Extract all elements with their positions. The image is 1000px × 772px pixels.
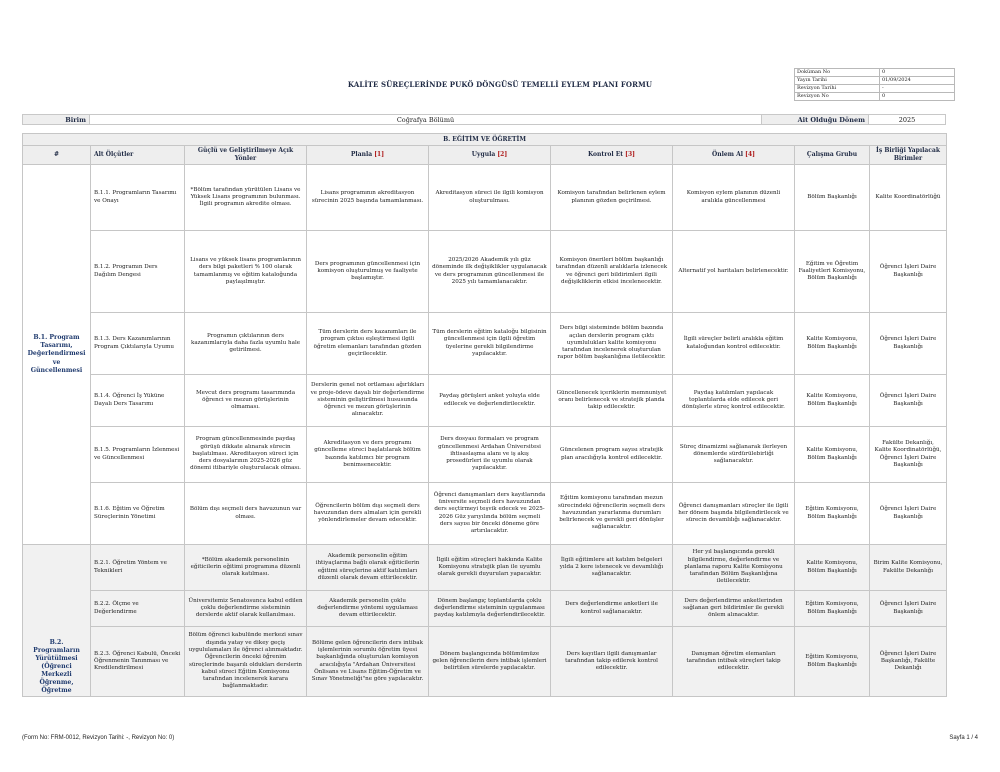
sub-criteria-cell: B.1.1. Programların Tasarımı ve Onayı bbox=[91, 165, 185, 231]
strengths-cell: Bölüm öğrenci kabulünde merkezi sınav dışında yatay ve dikey geçiş uygululamaları ile öğrenci alınmaktadır. Öğrencilerin önceki öğrenim süreçlerinde başarılı oldukları derslerin kabul süreci Eğitim Komisyonu tarafından incelenerek karara bağlanmaktadır. bbox=[185, 627, 307, 697]
plan-cell: Akreditasyon ve ders programı güncelleme süreci başlatılarak bölüm bazında katılımcı bir program benimsenecektir. bbox=[307, 427, 429, 483]
meta-key: Yayın Tarihi bbox=[795, 77, 880, 85]
action-plan-table bbox=[22, 133, 947, 697]
col-header-check bbox=[551, 146, 673, 165]
working-group-cell: Kalite Komisyonu, Bölüm Başkanlığı bbox=[795, 313, 870, 375]
check-cell: Ders kayıtları ilgili danışmanlar tarafından takip edilerek kontrol edilecektir. bbox=[551, 627, 673, 697]
strengths-cell: *Bölüm tarafından yürütülen Lisans ve Yüksek Lisans programının bulunması. İlgili programın akredite olması. bbox=[185, 165, 307, 231]
cooperation-units-cell: Kalite Koordinatörlüğü bbox=[870, 165, 947, 231]
check-ref: [3] bbox=[625, 151, 636, 159]
do-ref: [2] bbox=[497, 151, 508, 159]
cooperation-units-cell: Fakülte Dekanlığı, Kalite Koordinatörlüğü, Öğrenci İşleri Daire Başkanlığı bbox=[870, 427, 947, 483]
strengths-cell: Programın çıktılarının ders kazanımlarıyla daha fazla uyumlu hale getirilmesi. bbox=[185, 313, 307, 375]
meta-row-revision-date bbox=[795, 85, 955, 93]
period-label: Ait Olduğu Dönem bbox=[762, 115, 869, 125]
check-cell: Güncellenecek içeriklerin memnuniyet oranı belirlenecek ve stratejik planda takip edilecektir. bbox=[551, 375, 673, 427]
act-cell: Paydaş katılımları yapılacak toplantılarda elde edilecek geri dönüşlerle süreç kontrol edilecektir. bbox=[673, 375, 795, 427]
do-cell: Tüm derslerin eğitim kataloğu bilgisinin güncellenmesi için ilgili öğretim üyelerine gerekli bilgilendirme yapılacaktır. bbox=[429, 313, 551, 375]
table-row bbox=[23, 427, 947, 483]
cooperation-units-cell: Öğrenci İşleri Daire Başkanlığı bbox=[870, 231, 947, 313]
sub-criteria-cell: B.1.5. Programların İzlenmesi ve Güncellenmesi bbox=[91, 427, 185, 483]
working-group-cell: Eğitim Komisyonu, Bölüm Başkanlığı bbox=[795, 483, 870, 545]
strengths-cell: Bölüm dışı seçmeli ders havuzunun var olması. bbox=[185, 483, 307, 545]
col-header-strengths: Güçlü ve Geliştirilmeye Açık Yönler bbox=[185, 146, 307, 165]
footer-form-info: (Form No: FRM-0012, Revizyon Tarihi: -, Revizyon No: 0) bbox=[22, 735, 175, 741]
period-value: 2025 bbox=[869, 115, 946, 125]
meta-key: Revizyon Tarihi bbox=[795, 85, 880, 93]
plan-cell: Tüm derslerin ders kazanımları ile program çıktısı eşleştirmesi ilgili öğretim elemanları tarafından gözden geçirilecektir. bbox=[307, 313, 429, 375]
table-row bbox=[23, 545, 947, 591]
working-group-cell: Eğitim Komisyonu, Bölüm Başkanlığı bbox=[795, 591, 870, 627]
plan-cell: Derslerin genel not ortlaması ağırlıkları ve proje-ödeve dayalı bir değerlendirme sisteminin geliştirilmesi hususunda öğrenci ve mezun görüşlerinin alınacaktır. bbox=[307, 375, 429, 427]
do-cell: Akreditasyon süreci ile ilgili komisyon oluşturulması. bbox=[429, 165, 551, 231]
meta-key: Doküman No bbox=[795, 69, 880, 77]
sub-criteria-cell: B.1.6. Eğitim ve Öğretim Süreçlerinin Yönetimi bbox=[91, 483, 185, 545]
cooperation-units-cell: Öğrenci İşleri Daire Başkanlığı bbox=[870, 313, 947, 375]
check-cell: Ders bilgi sisteminde bölüm bazında açılan derslerin program çıktı uyumlulukları kalite komisyonu tarafından incelenerek oluşturulan rapor bölüm başkanlığına iletilecektir. bbox=[551, 313, 673, 375]
table-row bbox=[23, 627, 947, 697]
plan-cell: Öğrencilerin bölüm dışı seçmeli ders havuzundan ders almaları için gerekli yönlendirlemeler devam edecektir. bbox=[307, 483, 429, 545]
meta-row-document-no bbox=[795, 69, 955, 77]
cooperation-units-cell: Öğrenci İşleri Daire Başkanlığı bbox=[870, 591, 947, 627]
check-cell: Eğitim komisyonu tarafından mezun sürecindeki öğrencilerin seçmeli ders havuzundan yararlanma durumları belirlenecek ve gerekli geri dönüşler sağlanacaktır. bbox=[551, 483, 673, 545]
table-row bbox=[23, 231, 947, 313]
do-cell: Dönem başlangıcında bölümümüze gelen öğrencilerin ders intibak işlemleri belirtilen sürelerde yapılacaktır. bbox=[429, 627, 551, 697]
sub-criteria-cell: B.1.3. Ders Kazanımlarının Program Çıktılarıyla Uyumu bbox=[91, 313, 185, 375]
plan-label: Planla bbox=[350, 151, 373, 159]
col-header-working-group: Çalışma Grubu bbox=[795, 146, 870, 165]
table-row bbox=[23, 591, 947, 627]
check-cell: Güncelenen program sayısı stratejik plan aracılığıyla kontrol edilecektir. bbox=[551, 427, 673, 483]
check-label: Kontrol Et bbox=[587, 151, 624, 159]
act-cell: Alternatif yol haritaları belirlenecektir. bbox=[673, 231, 795, 313]
meta-key: Revizyon No bbox=[795, 93, 880, 101]
plan-cell: Ders programının güncellenmesi için komisyon oluşturulmuş ve faaliyete başlamıştır. bbox=[307, 231, 429, 313]
act-ref: [4] bbox=[745, 151, 755, 159]
table-row bbox=[23, 375, 947, 427]
act-cell: Süreç dinamizmi sağlanarak ilerleyen dönemlerde sürdürülebirliği sağlanacaktır. bbox=[673, 427, 795, 483]
plan-cell: Lisans programının akreditasyon sürecinin 2025 başında tamamlanması. bbox=[307, 165, 429, 231]
table-row bbox=[23, 483, 947, 545]
working-group-cell: Eğitim Komisyonu, Bölüm Başkanlığı bbox=[795, 627, 870, 697]
plan-cell: Akademik personelin eğitim ihtiyaçlarına bağlı olarak eğiticilerin eğitimi süreçlerine aktif katılımları düzenli olarak devam ettirilecektir. bbox=[307, 545, 429, 591]
act-cell: Öğrenci danışmanları süreçler ile ilgili her dönem başında bilgilendirilecek ve sürecin devamlılığı sağlanacaktır. bbox=[673, 483, 795, 545]
working-group-cell: Eğitim ve Öğretim Faaliyetleri Komisyonu, Bölüm Başkanlığı bbox=[795, 231, 870, 313]
strengths-cell: Mevcut ders programı tasarımında öğrenci ve mezun görüşlerinin olmaması. bbox=[185, 375, 307, 427]
unit-info-table bbox=[22, 114, 946, 125]
plan-ref: [1] bbox=[374, 151, 385, 159]
cooperation-units-cell: Öğrenci İşleri Daire Başkanlığı, Fakülte Dekanlığı bbox=[870, 627, 947, 697]
cooperation-units-cell: Öğrenci İşleri Daire Başkanlığı bbox=[870, 375, 947, 427]
meta-value: 01/09/2024 bbox=[880, 77, 955, 85]
form-title: KALİTE SÜREÇLERİNDE PUKÖ DÖNGÜSÜ TEMELLİ EYLEM PLANI FORMU bbox=[347, 80, 653, 89]
cooperation-units-cell: Birim Kalite Komisyonu, Fakülte Dekanlığı bbox=[870, 545, 947, 591]
act-cell: Her yıl başlangıcında gerekli bilgilendirme, değerlendirme ve planlama raporu Kalite Komisyonu tarafından Bölüm Başkanlığına iletilecektir. bbox=[673, 545, 795, 591]
col-header-plan bbox=[307, 146, 429, 165]
working-group-cell: Kalite Komisyonu, Bölüm Başkanlığı bbox=[795, 427, 870, 483]
criteria-group-label: B.2. Programların Yürütülmesi (Öğrenci Merkezli Öğrenme, Öğretme bbox=[23, 545, 91, 697]
sub-criteria-cell: B.2.2. Ölçme ve Değerlendirme bbox=[91, 591, 185, 627]
document-meta-table bbox=[794, 68, 955, 101]
col-header-do bbox=[429, 146, 551, 165]
sub-criteria-cell: B.1.2. Programın Ders Dağılım Dengesi bbox=[91, 231, 185, 313]
meta-value: 0 bbox=[880, 69, 955, 77]
plan-cell: Bölüme gelen öğrencilerin ders intibak işlemlerinin sorumlu öğretim üyesi başkanlığında oluşturulan komisyon aracılığıyla "Ardahan Üniversitesi Önlisans ve Lisans Eğitim-Öğretim ve Sınav Yönetmeliği"ne göre yapılacaktır. bbox=[307, 627, 429, 697]
table-row bbox=[23, 313, 947, 375]
do-cell: 2025/2026 Akademik yılı güz döneminde ilk değişiklikler uygulanacak ve ders programının güncellenmesi ile 2025 yılı tamamlanacaktır. bbox=[429, 231, 551, 313]
footer-page-number: Sayfa 1 / 4 bbox=[949, 735, 978, 741]
section-title: B. EĞİTİM VE ÖĞRETİM bbox=[23, 134, 947, 146]
strengths-cell: *Bölüm akademik personelinin eğiticilerin eğitimi programına düzenli olarak katılması. bbox=[185, 545, 307, 591]
criteria-group-label: B.1. Program Tasarımı, Değerlendirmesi ve Güncellenmesi bbox=[23, 165, 91, 545]
act-cell: Danışman öğretim elemanları tarafından intibak süreçleri takip edilecektir. bbox=[673, 627, 795, 697]
check-cell: Ders değerlendirme anketleri ile kontrol sağlanacaktır. bbox=[551, 591, 673, 627]
act-cell: Komisyon eylem planının düzenli aralıkla güncellenmesi bbox=[673, 165, 795, 231]
unit-value: Coğrafya Bölümü bbox=[90, 115, 762, 125]
sub-criteria-cell: B.2.3. Öğrenci Kabulü, Önceki Öğrenmenin Tanınması ve Kredilendirilmesi bbox=[91, 627, 185, 697]
do-cell: Dönem başlangıç toplantılarda çoklu değerlendirme sisteminin uygulanması paydaş katılımıyla değerlendirilecektir. bbox=[429, 591, 551, 627]
act-cell: Ders değerlendirme anketlerinden sağlanan geri bildirimler ile gerekli önlem alınacaktır. bbox=[673, 591, 795, 627]
col-header-act bbox=[673, 146, 795, 165]
unit-label: Birim bbox=[23, 115, 90, 125]
strengths-cell: Program güncellenmesinde paydaş görüşü dikkate alınarak sürecin başlatılması. Akreditasyon süreci için ders dosyalarının 2025-2026 güz dönemi itibariyle oluşturulacak olması. bbox=[185, 427, 307, 483]
table-row bbox=[23, 165, 947, 231]
col-header-sub-criteria: Alt Ölçütler bbox=[91, 146, 185, 165]
plan-cell: Akademik personelin çoklu değerlendirme yöntemi uygulaması devam ettirilecektir. bbox=[307, 591, 429, 627]
check-cell: İlgili eğitimlere ait katılım belgeleri yılda 2 kere istenecek ve devamlılığı sağlanacaktır. bbox=[551, 545, 673, 591]
check-cell: Komisyon önerileri bölüm başkanlığı tarafından düzenli aralıklarla izlenecek ve öğrenci geri bildirimleri ilgili değişikliklerin etkisi incelenecektir. bbox=[551, 231, 673, 313]
sub-criteria-cell: B.2.1. Öğretim Yöntem ve Teknikleri bbox=[91, 545, 185, 591]
working-group-cell: Kalite Komisyonu, Bölüm Başkanlığı bbox=[795, 375, 870, 427]
column-header-row bbox=[23, 146, 947, 165]
act-cell: İlgili süreçler belirli aralıkla eğitim kataloğundan kontrol edilecektir. bbox=[673, 313, 795, 375]
meta-row-revision-no bbox=[795, 93, 955, 101]
check-cell: Komisyon tarafından belirlenen eylem planının gözden geçirilmesi. bbox=[551, 165, 673, 231]
sub-criteria-cell: B.1.4. Öğrenci İş Yüküne Dayalı Ders Tasarımı bbox=[91, 375, 185, 427]
meta-value: - bbox=[880, 85, 955, 93]
act-label: Önlem Al bbox=[711, 151, 744, 159]
do-cell: Öğrenci danışmanları ders kayıtlarında üniversite seçmeli ders havuzundan ders seçtirmeyi teşvik edecek ve 2025-2026 Güz yarıyılında bölüm seçmeli ders sayısı bir önceki döneme göre artırılacaktır. bbox=[429, 483, 551, 545]
cooperation-units-cell: Öğrenci İşleri Daire Başkanlığı bbox=[870, 483, 947, 545]
meta-value: 0 bbox=[880, 93, 955, 101]
working-group-cell: Bölüm Başkanlığı bbox=[795, 165, 870, 231]
strengths-cell: Lisans ve yüksek lisans programlarının ders bilgi paketleri % 100 olarak tamamlanmış ve eğitim kataloğunda paylaşılmıştır. bbox=[185, 231, 307, 313]
do-cell: Paydaş görüşleri anket yoluyla elde edilecek ve değerlendirilecektir. bbox=[429, 375, 551, 427]
do-cell: Ders dosyası formaları ve program güncellenmesi Ardahan Üniversitesi ihtisaslaşma alanı ve iş akış prosedürleri ile uyumlu olarak yapılacaktır. bbox=[429, 427, 551, 483]
do-cell: İlgili eğitim süreçleri hakkında Kalite Komisyonu stratejik plan ile uyumlu olarak gerekli duyuruları yapacaktır. bbox=[429, 545, 551, 591]
col-header-cooperation-units: İş Birliği Yapılacak Birimler bbox=[870, 146, 947, 165]
meta-row-publish-date bbox=[795, 77, 955, 85]
col-header-num: # bbox=[23, 146, 91, 165]
strengths-cell: Üniversitemiz Senatosunca kabul edilen çoklu değerlendirme sisteminin derslerde aktif olarak kullanılması. bbox=[185, 591, 307, 627]
do-label: Uygula bbox=[471, 151, 496, 159]
working-group-cell: Kalite Komisyonu, Bölüm Başkanlığı bbox=[795, 545, 870, 591]
